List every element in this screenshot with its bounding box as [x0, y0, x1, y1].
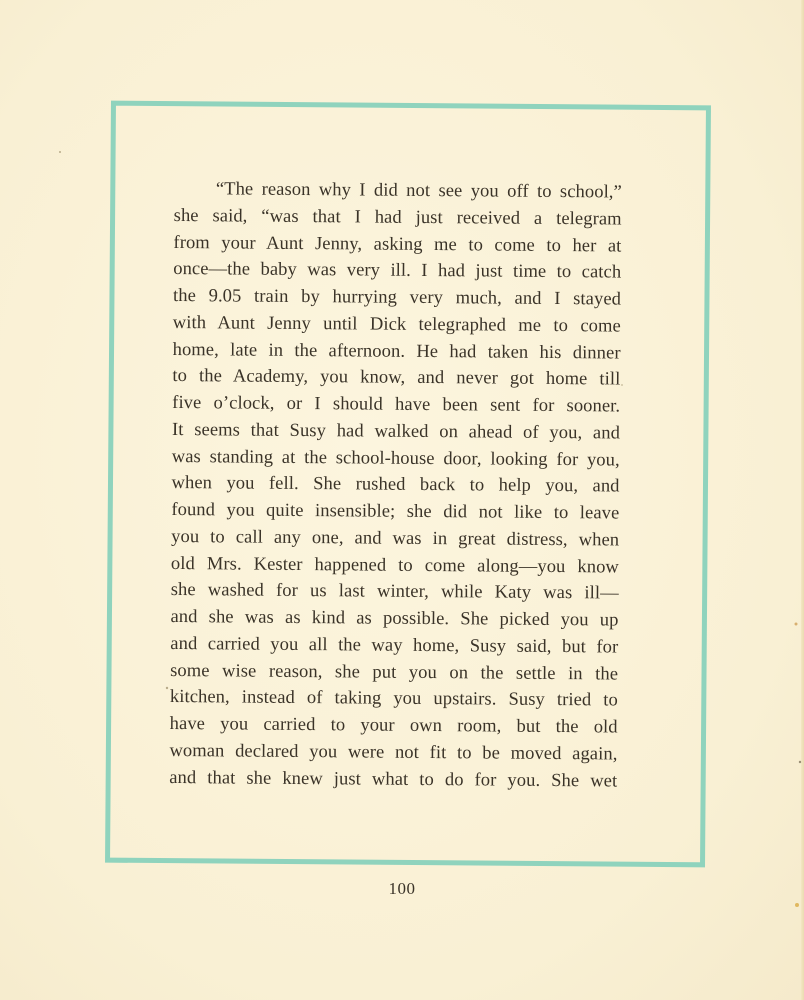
text-line: when you fell. She rushed back to help you, and	[171, 473, 620, 497]
text-line: woman declared you were not fit to be moved again,	[169, 740, 618, 765]
text-line: “The reason why I did not see you off to school,”	[215, 179, 622, 203]
text-line: found you quite insensible; she did not like to leave	[171, 499, 620, 524]
text-line: some wise reason, she put you on the settle in the	[170, 660, 619, 685]
speck	[59, 151, 61, 153]
text-line: she said, “was that I had just received a telegram	[173, 205, 622, 230]
text-line: and she was as kind as possible. She picked you up	[170, 606, 619, 631]
text-line: It seems that Susy had walked on ahead of you, and	[171, 419, 621, 444]
text-line: and carried you all the way home, Susy said, but for	[170, 633, 619, 658]
text-line: the 9.05 train by hurrying very much, and I stayed	[172, 285, 622, 310]
text-line: and that she knew just what to do for you. She wet	[169, 767, 618, 791]
text-line: was standing at the school-house door, looking for you,	[171, 446, 620, 471]
text-line: once—the baby was very ill. I had just time to catch	[173, 259, 622, 283]
speck	[795, 623, 798, 626]
text-line: you to call any one, and was in great distress, when	[171, 526, 620, 551]
text-line: have you carried to your own room, but the old	[169, 713, 618, 738]
body-text	[169, 176, 622, 795]
text-line: from your Aunt Jenny, asking me to come to her at	[173, 232, 622, 257]
text-line: old Mrs. Kester happened to come along—you know	[170, 553, 620, 578]
speck	[795, 903, 799, 907]
text-line: to the Academy, you know, and never got home till	[172, 366, 621, 390]
text-line: she washed for us last winter, while Katy was ill—	[170, 580, 619, 604]
text-line: with Aunt Jenny until Dick telegraphed me to come	[172, 312, 621, 337]
page-number: 100	[388, 879, 416, 898]
text-line: home, late in the afternoon. He had taken his dinner	[172, 339, 621, 364]
text-line: five o’clock, or I should have been sent for sooner.	[172, 392, 621, 417]
text-line: kitchen, instead of taking you upstairs. Susy tried to	[169, 687, 618, 711]
